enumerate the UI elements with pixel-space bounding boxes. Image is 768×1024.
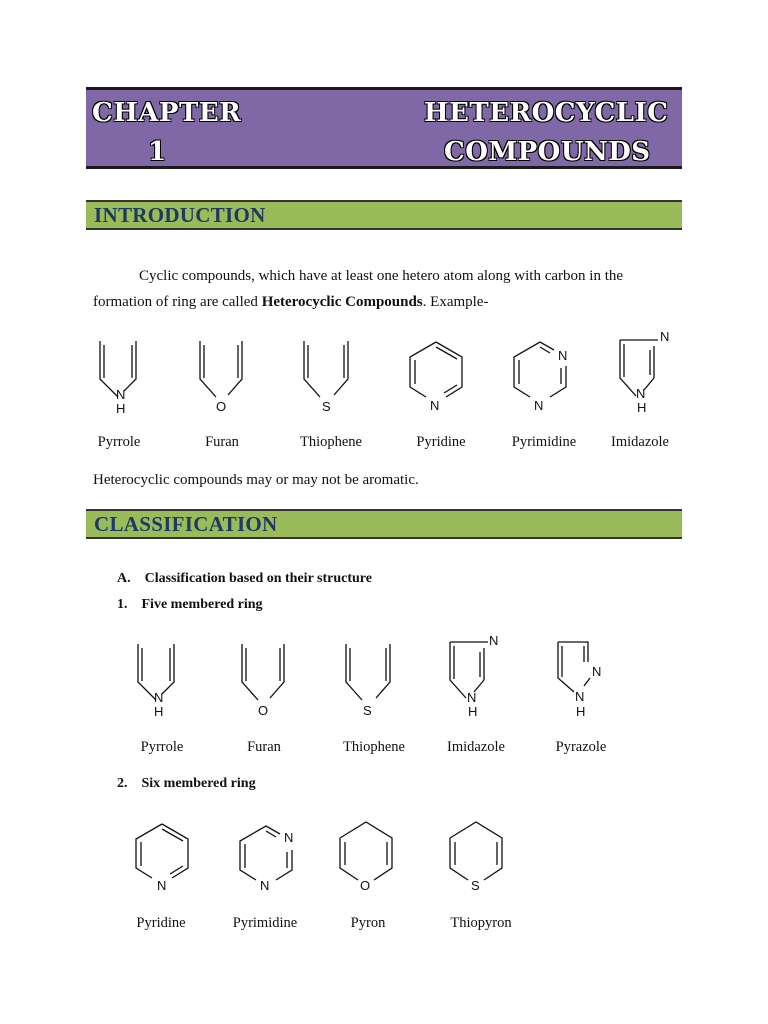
pyron-structure [336, 818, 406, 898]
five-pyrrole-structure [126, 636, 196, 721]
svg-text:H: H [576, 704, 586, 719]
svg-text:N: N [534, 398, 544, 413]
label-six-pyridine: Pyridine [136, 915, 186, 931]
svg-text:H: H [468, 704, 478, 719]
svg-text:S: S [363, 703, 372, 718]
chapter-banner [86, 87, 682, 169]
chapter-title-line2: COMPOUNDS [444, 137, 651, 167]
svg-text:N: N [154, 690, 164, 705]
svg-text:N: N [636, 386, 646, 401]
svg-text:S: S [322, 399, 331, 414]
svg-text:N: N [430, 398, 440, 413]
svg-text:N: N [592, 664, 602, 679]
furan-structure [188, 333, 258, 418]
six-membered-heading: 2. Six membered ring [117, 776, 256, 791]
pyridine-structure [404, 336, 474, 421]
intro-paragraph-line1: Cyclic compounds, which have at least one hetero atom along with carbon in the [139, 268, 624, 284]
pyrrole-structure [88, 333, 158, 418]
label-pyridine: Pyridine [416, 434, 466, 450]
svg-text:O: O [216, 399, 227, 414]
term-heterocyclic-compounds: Heterocyclic Compounds [261, 294, 423, 310]
label-thiopyron: Thiopyron [450, 915, 512, 931]
label-imidazole: Imidazole [611, 434, 669, 450]
svg-text:N: N [467, 690, 477, 705]
svg-text:N: N [284, 830, 294, 845]
label-five-imidazole: Imidazole [447, 739, 505, 755]
svg-text:N: N [575, 689, 585, 704]
label-pyrimidine: Pyrimidine [511, 434, 577, 450]
pyrimidine-structure [508, 336, 578, 421]
svg-text:N: N [260, 878, 270, 893]
intro-paragraph-line2: formation of ring are called Heterocyclic Compounds. Example- [93, 294, 489, 310]
five-imidazole-structure [438, 630, 508, 720]
label-pyrrole: Pyrrole [97, 434, 141, 450]
thiopyron-structure [446, 818, 516, 898]
label-thiophene: Thiophene [299, 434, 362, 450]
introduction-heading: INTRODUCTION [94, 203, 266, 227]
svg-text:H: H [637, 400, 647, 415]
label-six-pyrimidine: Pyrimidine [232, 915, 298, 931]
label-furan: Furan [205, 434, 239, 450]
svg-text:S: S [471, 878, 480, 893]
thiophene-structure [292, 333, 362, 418]
label-five-pyrrole: Pyrrole [140, 739, 184, 755]
label-pyron: Pyron [350, 915, 386, 931]
five-thiophene-structure [334, 636, 404, 721]
svg-text:O: O [258, 703, 269, 718]
six-pyrimidine-structure [236, 822, 306, 902]
chapter-title-line1: HETEROCYCLIC [424, 98, 669, 128]
imidazole-structure [608, 328, 678, 418]
svg-text:O: O [360, 878, 371, 893]
introduction-bar [86, 200, 682, 230]
aromatic-note: Heterocyclic compounds may or may not be aromatic. [93, 472, 419, 488]
five-pyrazole-structure [548, 636, 618, 721]
label-five-pyrazole: Pyrazole [555, 739, 607, 755]
five-furan-structure [230, 636, 300, 721]
svg-text:N: N [489, 633, 499, 648]
svg-text:H: H [116, 401, 126, 416]
five-membered-heading: 1. Five membered ring [117, 597, 263, 612]
chapter-label: CHAPTER [92, 98, 242, 128]
classification-subheading-a: A. Classification based on their structure [117, 571, 372, 586]
label-five-furan: Furan [247, 739, 281, 755]
svg-text:N: N [157, 878, 167, 893]
classification-bar [86, 509, 682, 539]
label-five-thiophene: Thiophene [342, 739, 405, 755]
classification-heading: CLASSIFICATION [94, 512, 278, 536]
six-pyridine-structure [132, 820, 202, 900]
svg-text:H: H [154, 704, 164, 719]
svg-text:N: N [116, 387, 126, 402]
svg-text:N: N [558, 348, 568, 363]
svg-text:N: N [660, 329, 670, 344]
chapter-number: 1 [148, 137, 167, 167]
